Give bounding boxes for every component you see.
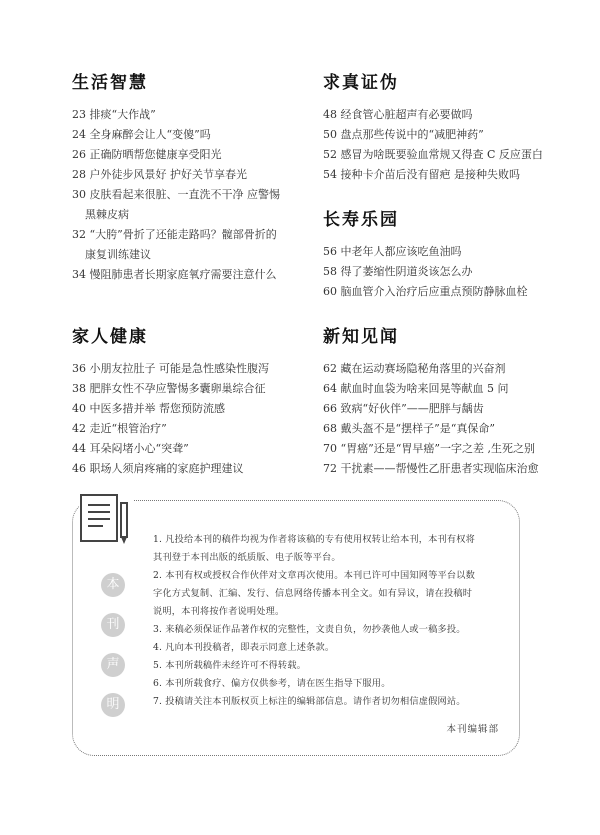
notice-line: 字化方式复制、汇编、发行、信息网络传播本刊全文。如有异议，请在投稿时 [153,588,473,599]
section-longevity [323,205,528,302]
article-item[interactable]: 68 戴头盔不是“摆样子”是“真保命” [323,422,495,435]
notice-line: 说明，本刊将按作者说明处理。 [153,606,285,617]
article-item-line: 30 皮肤看起来很脏、一直洗不干净 应警惕 [72,188,280,201]
article-item[interactable]: 56 中老年人都应该吃鱼油吗 [323,245,462,258]
notice-line: 6. 本刊所载食疗、偏方仅供参考，请在医生指导下服用。 [153,678,391,689]
article-item[interactable]: 54 接种卡介苗后没有留疤 是接种失败吗 [323,168,520,181]
article-item[interactable]: 28 户外徒步风景好 护好关节享春光 [72,168,247,181]
article-item[interactable]: 38 肥胖女性不孕应警惕多囊卵巢综合征 [72,382,266,395]
article-item[interactable] [72,225,280,265]
notice-stamp-char: 明 [101,693,125,717]
notice-line: 5. 本刊所载稿件未经许可不得转载。 [153,660,307,671]
article-item[interactable]: 46 职场人须肩疼痛的家庭护理建议 [72,462,244,475]
notice-stamp-column [101,573,129,733]
article-item-continuation: 黑棘皮病 [85,208,129,221]
article-list [323,359,539,479]
article-item[interactable]: 66 致病“好伙伴”——肥胖与龋齿 [323,402,484,415]
article-list [323,105,543,185]
article-list [72,359,269,479]
article-list [323,242,528,302]
article-item-line: 32 “大胯”骨折了还能走路吗？髋部骨折的 [72,228,277,241]
section-life-wisdom [72,68,280,285]
article-item[interactable]: 34 慢阻肺患者长期家庭氧疗需要注意什么 [72,268,277,281]
article-item[interactable]: 72 干扰素——帮慢性乙肝患者实现临床治愈 [323,462,539,475]
article-item[interactable]: 62 藏在运动赛场隐秘角落里的兴奋剂 [323,362,506,375]
document-pen-icon [79,491,133,551]
article-item[interactable]: 60 脑血管介入治疗后应重点预防静脉血栓 [323,285,528,298]
section-title: 生活智慧 [72,73,148,93]
article-item[interactable]: 50 盘点那些传说中的“减肥神药” [323,128,484,141]
notice-line: 其刊登于本刊出版的纸质版、电子版等平台。 [153,552,341,563]
section-family-health [72,322,269,479]
article-item-continuation: 康复训练建议 [85,248,151,261]
section-title: 长寿乐园 [323,210,399,230]
article-item[interactable]: 23 排痰“大作战” [72,108,156,121]
article-item[interactable]: 64 献血时血袋为啥来回晃等献血 5 问 [323,382,509,395]
notice-line: 7. 投稿请关注本刊版权页上标注的编辑部信息。请作者切勿相信虚假网站。 [153,696,466,707]
article-item[interactable]: 26 正确防晒帮您健康享受阳光 [72,148,222,161]
article-item[interactable]: 48 经食管心脏超声有必要做吗 [323,108,473,121]
article-item[interactable] [72,185,280,225]
notice-line: 2. 本刊有权或授权合作伙伴对文章再次使用。本刊已许可中国知网等平台以数 [153,570,476,581]
article-item[interactable]: 58 得了萎缩性阴道炎该怎么办 [323,265,473,278]
notice-line: 3. 来稿必须保证作品著作权的完整性，文责自负，勿抄袭他人或一稿多投。 [153,624,466,635]
notice-line: 1. 凡投给本刊的稿件均视为作者将该稿的专有使用权转让给本刊，本刊有权将 [153,534,476,545]
article-item[interactable]: 42 走近“根管治疗” [72,422,167,435]
notice-line: 4. 凡向本刊投稿者，即表示同意上述条款。 [153,642,335,653]
notice-stamp-char: 声 [101,653,125,677]
notice-box [72,500,520,756]
article-item[interactable]: 40 中医多措并举 帮您预防流感 [72,402,225,415]
notice-text [153,531,505,711]
notice-signature: 本刊编辑部 [446,724,499,735]
article-item[interactable]: 44 耳朵闷堵小心“突聋” [72,442,189,455]
article-item[interactable]: 52 感冒为啥既要验血常规又得查 C 反应蛋白 [323,148,543,161]
article-item[interactable]: 36 小朋友拉肚子 可能是急性感染性腹泻 [72,362,269,375]
section-title: 新知见闻 [323,327,399,347]
article-item[interactable]: 24 全身麻醉会让人“变傻”吗 [72,128,211,141]
notice-stamp-char: 本 [101,573,125,597]
article-list [72,105,280,285]
section-title: 求真证伪 [323,73,399,93]
section-title: 家人健康 [72,327,148,347]
section-new-knowledge [323,322,539,479]
article-item[interactable]: 70 “胃癌”还是“胃早癌”一字之差 ,生死之别 [323,442,535,455]
section-truth-seeking [323,68,543,185]
notice-stamp-char: 刊 [101,613,125,637]
